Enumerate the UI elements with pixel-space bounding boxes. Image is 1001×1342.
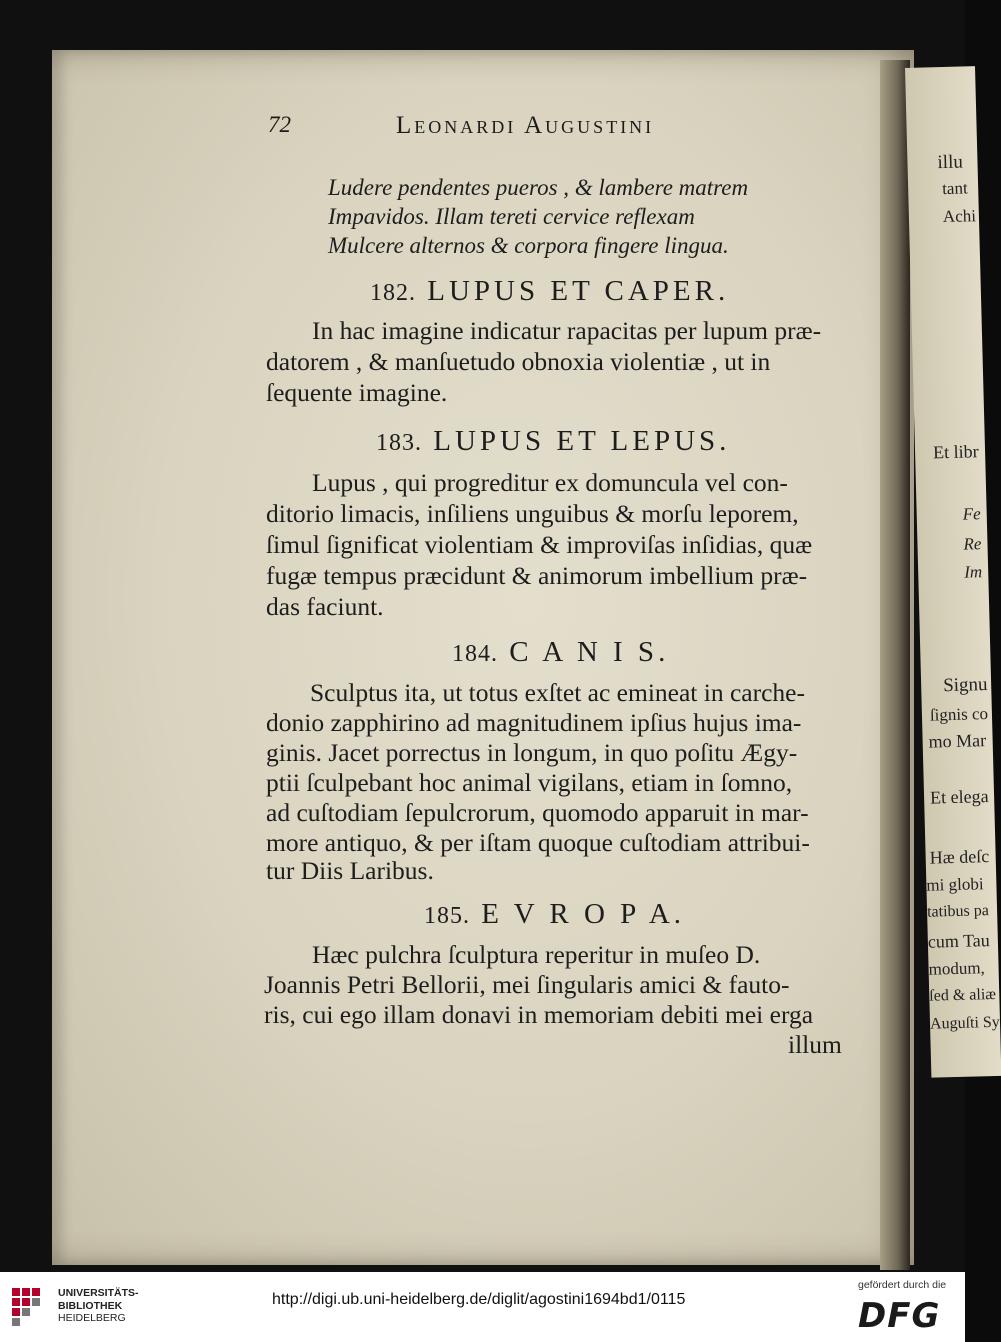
facing-fragment: illu (937, 151, 964, 174)
text-line: ad cuſtodiam ſepulcrorum, quomodo apparuit in mar- (266, 798, 809, 827)
verse-line: Ludere pendentes pueros , & lambere matrem (328, 175, 749, 200)
facing-fragment: Re (963, 534, 982, 554)
text-line: ſequente imagine. (266, 378, 448, 407)
section-title: C A N I S. (509, 636, 670, 668)
permalink-url[interactable]: http://digi.ub.uni-heidelberg.de/diglit/agostini1694bd1/0115 (272, 1291, 686, 1308)
facing-fragment: modum, (928, 958, 986, 979)
section-title: LUPUS ET LEPUS. (433, 425, 731, 457)
verse-line: Impavidos. Illam tereti cervice reflexam (328, 204, 695, 229)
text-line: ſimul ſignificat violentiam & improviſas inſidias, quæ (266, 530, 813, 559)
facing-fragment: ſignis co (929, 704, 989, 725)
facing-fragment: Im (963, 562, 983, 582)
facing-fragment: Et elega (929, 786, 989, 808)
text-line: ptii ſculpebant hoc animal vigilans, etiam in ſomno, (266, 768, 793, 797)
text-line: das faciunt. (266, 592, 384, 621)
facing-fragment: Et libr (932, 441, 979, 463)
text-line: ditorio limacis, inſiliens unguibus & morſu leporem, (266, 499, 799, 528)
library-name-line: UNIVERSITÄTS- (58, 1287, 139, 1299)
section-number: 185. (424, 903, 470, 929)
facing-fragment: mo Mar (928, 730, 987, 752)
section-number: 182. (370, 280, 416, 306)
facing-fragment: cum Tau (927, 930, 991, 952)
verse-line: Mulcere alternos & corpora fingere lingua. (328, 233, 729, 258)
section-number: 183. (376, 430, 422, 456)
section-heading (376, 425, 730, 458)
facing-fragment: Fe (962, 504, 981, 524)
section-heading (452, 636, 669, 669)
section-number: 184. (452, 641, 498, 667)
section-heading (370, 275, 729, 308)
book-gutter (880, 60, 910, 1270)
text-line: Sculptus ita, ut totus exſtet ac emineat in carche- (310, 678, 805, 707)
library-name-line: BIBLIOTHEK (58, 1299, 123, 1312)
text-line: Lupus , qui progreditur ex domuncula vel con- (312, 468, 788, 497)
facing-fragment: Signu (942, 674, 988, 697)
section-heading (424, 898, 685, 931)
text-line: ris, cui ego illam donavi in memoriam debiti mei erga (264, 1000, 814, 1029)
text-line: fugæ tempus præcidunt & animorum imbellium præ- (266, 561, 808, 590)
dfg-logo: DFG (858, 1296, 941, 1336)
text-line: more antiquo, & per iſtam quoque cuſtodiam attribui- (266, 828, 810, 857)
running-head (268, 112, 768, 144)
facing-fragment: mi globi (926, 874, 984, 895)
facing-fragment: Achi (942, 206, 977, 227)
university-library-logo (10, 1286, 52, 1330)
facing-fragment: ſed & aliæ (929, 985, 997, 1005)
running-title: Leonardi Augustini (396, 112, 655, 139)
section-title: E V R O P A. (481, 898, 686, 930)
facing-fragment: Hæ deſc (929, 846, 990, 868)
text-line: Joannis Petri Bellorii, mei ſingularis amici & fauto- (264, 970, 790, 999)
text-line: tur Diis Laribus. (266, 856, 434, 885)
text-line: ginis. Jacet porrectus in longum, in quo poſitu Ægy- (266, 738, 798, 767)
text-line: datorem , & manſuetudo obnoxia violentiæ , ut in (266, 347, 771, 376)
section-title: LUPUS ET CAPER. (427, 275, 730, 307)
facing-fragment: tant (941, 178, 968, 199)
page-number: 72 (268, 112, 291, 137)
text-line: Hæc pulchra ſculptura reperitur in muſeo D. (312, 940, 761, 969)
text-line: donio zapphirino ad magnitudinem ipſius hujus ima- (266, 708, 802, 737)
university-library-name (58, 1287, 139, 1325)
facing-fragment: Auguſti Sy (929, 1013, 1001, 1033)
catchword: illum (788, 1030, 842, 1059)
viewer-footer (0, 1272, 965, 1342)
facing-fragment: tatibus pa (926, 902, 990, 921)
library-name-line: HEIDELBERG (58, 1312, 126, 1324)
text-line: In hac imagine indicatur rapacitas per lupum præ- (312, 316, 822, 345)
funding-caption: gefördert durch die (858, 1279, 947, 1291)
facing-page-edge (905, 66, 1001, 1077)
